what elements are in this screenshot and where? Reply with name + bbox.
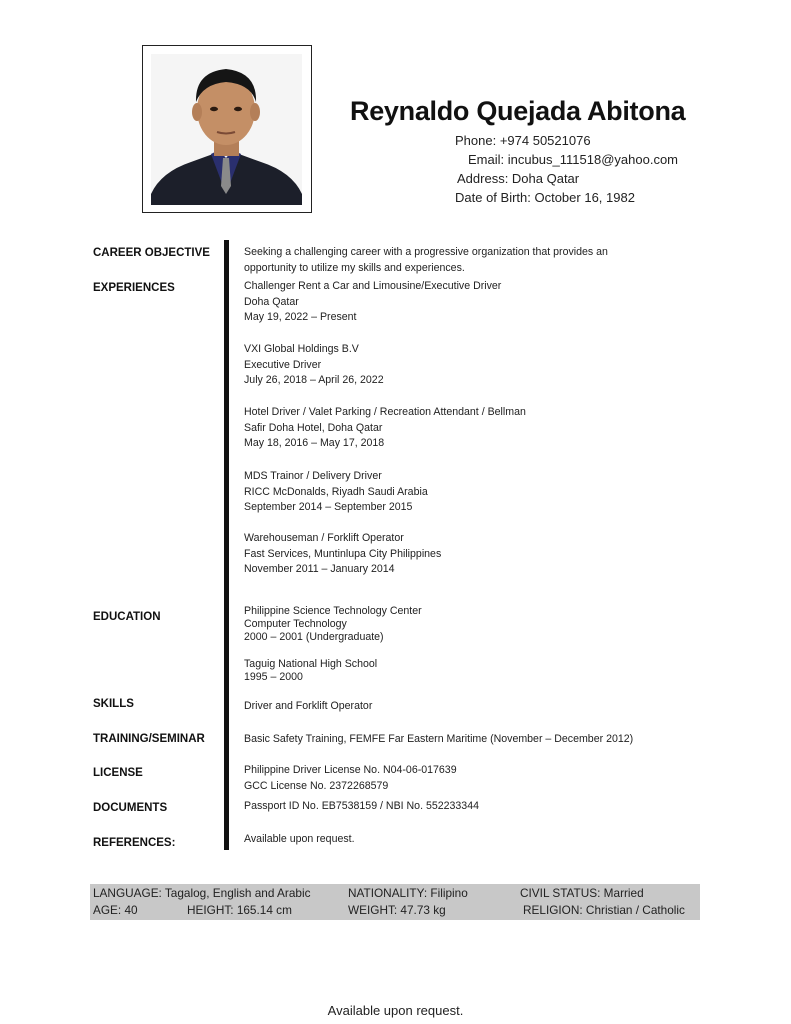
profile-photo xyxy=(151,54,302,205)
experience-role: Fast Services, Muntinlupa City Philippines xyxy=(244,547,442,560)
training-text: Basic Safety Training, FEMFE Far Eastern Maritime (November – December 2012) xyxy=(244,733,634,745)
skills-label: SKILLS xyxy=(93,698,134,710)
experience-item xyxy=(244,469,428,516)
weight-text: WEIGHT: 47.73 kg xyxy=(348,903,446,917)
experience-role: Doha Qatar xyxy=(244,295,299,308)
license-line: Philippine Driver License No. N04-06-017639 xyxy=(244,764,457,776)
education-school: Taguig National High School xyxy=(244,658,378,670)
experience-period: November 2011 – January 2014 xyxy=(244,563,395,575)
language-text: LANGUAGE: Tagalog, English and Arabic xyxy=(93,886,311,900)
section-divider xyxy=(224,240,229,850)
experience-role: RICC McDonalds, Riyadh Saudi Arabia xyxy=(244,485,428,498)
documents-text: Passport ID No. EB7538159 / NBI No. 552233344 xyxy=(244,800,479,812)
career-objective-label: CAREER OBJECTIVE xyxy=(93,247,210,259)
career-line: opportunity to utilize my skills and experiences. xyxy=(244,261,465,274)
address-text: Address: Doha Qatar xyxy=(457,171,580,186)
skills-text: Driver and Forklift Operator xyxy=(244,700,373,712)
education-item xyxy=(244,605,422,644)
education-years: 1995 – 2000 xyxy=(244,671,303,683)
license-line: GCC License No. 2372268579 xyxy=(244,779,389,792)
career-line: Seeking a challenging career with a progressive organization that provides an xyxy=(244,246,608,258)
experience-period: September 2014 – September 2015 xyxy=(244,501,413,513)
experience-item xyxy=(244,342,384,389)
education-years: 2000 – 2001 (Undergraduate) xyxy=(244,631,384,643)
email-text: Email: incubus_111518@yahoo.com xyxy=(468,152,679,167)
person-portrait-icon xyxy=(151,54,302,205)
education-label: EDUCATION xyxy=(93,611,161,623)
experience-role: Safir Doha Hotel, Doha Qatar xyxy=(244,421,383,434)
experience-company: Warehouseman / Forklift Operator xyxy=(244,532,404,544)
experience-period: May 18, 2016 – May 17, 2018 xyxy=(244,437,385,449)
dob-text: Date of Birth: October 16, 1982 xyxy=(455,190,635,205)
profile-photo-frame xyxy=(142,45,312,213)
education-school: Philippine Science Technology Center xyxy=(244,605,422,617)
civil-status-text: CIVIL STATUS: Married xyxy=(520,886,644,900)
experience-item xyxy=(244,405,526,452)
footer-note: Available upon request. xyxy=(327,1003,464,1018)
experience-company: VXI Global Holdings B.V xyxy=(244,343,359,355)
candidate-name: Reynaldo Quejada Abitona xyxy=(350,96,686,126)
license-text xyxy=(244,763,457,794)
experience-item xyxy=(244,279,501,326)
education-item xyxy=(244,658,377,684)
experience-company: MDS Trainor / Delivery Driver xyxy=(244,470,382,482)
references-label: REFERENCES: xyxy=(93,837,176,849)
experiences-label: EXPERIENCES xyxy=(93,282,175,294)
references-text: Available upon request. xyxy=(244,833,355,845)
nationality-text: NATIONALITY: Filipino xyxy=(348,886,468,900)
training-label: TRAINING/SEMINAR xyxy=(93,733,205,745)
experience-item xyxy=(244,531,441,578)
license-label: LICENSE xyxy=(93,767,143,779)
religion-text: RELIGION: Christian / Catholic xyxy=(523,903,685,917)
experience-company: Hotel Driver / Valet Parking / Recreation Attendant / Bellman xyxy=(244,406,526,418)
experience-period: July 26, 2018 – April 26, 2022 xyxy=(244,374,384,386)
education-course: Computer Technology xyxy=(244,618,347,630)
experience-company: Challenger Rent a Car and Limousine/Executive Driver xyxy=(244,280,502,292)
phone-text: Phone: +974 50521076 xyxy=(455,133,591,148)
career-objective-text xyxy=(244,245,608,276)
experience-period: May 19, 2022 – Present xyxy=(244,311,357,323)
height-text: HEIGHT: 165.14 cm xyxy=(187,903,292,917)
age-text: AGE: 40 xyxy=(93,903,138,917)
documents-label: DOCUMENTS xyxy=(93,802,168,814)
experience-role: Executive Driver xyxy=(244,358,322,371)
